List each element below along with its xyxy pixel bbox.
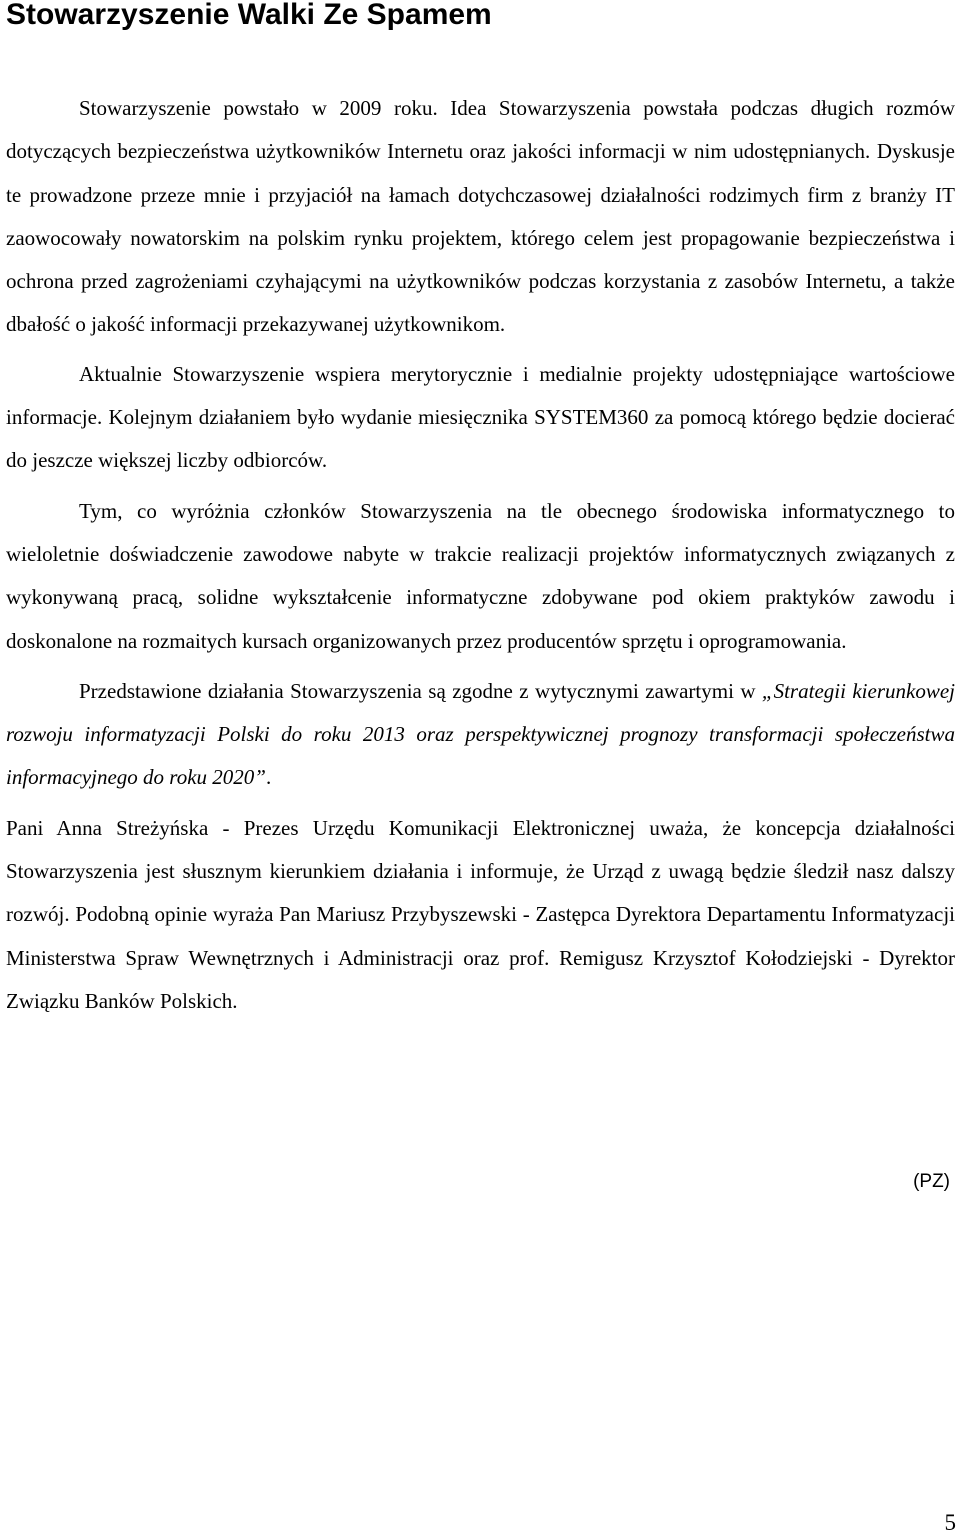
- article-body: [6, 87, 955, 1023]
- strategy-intro-text: Przedstawione działania Stowarzyszenia są zgodne z wytycznymi zawartymi w: [79, 678, 762, 703]
- strategy-end-punctuation: .: [265, 765, 272, 790]
- paragraph-history: Stowarzyszenie powstało w 2009 roku. Idea Stowarzyszenia powstała podczas długich rozmów dotyczących bezpieczeństwa użytkowników Internetu oraz jakości informacji w nim udostępnianych. Dyskusje te prowadzone przeze mnie i przyjaciół na łamach dotychczasowej działalności rodzimych firm z branży IT zaowocowały nowatorskim na polskim rynku projektem, którego celem jest propagowanie bezpieczeństwa i ochrona przed zagrożeniami czyhającymi na użytkowników podczas korzystania z zasobów Internetu, a także dbałość o jakość informacji przekazywanej użytkownikom.: [6, 96, 955, 337]
- paragraph-activities: Aktualnie Stowarzyszenie wspiera merytorycznie i medialnie projekty udostępniające wartościowe informacje. Kolejnym działaniem było wydanie miesięcznika SYSTEM360 za pomocą którego będzie docierać do jeszcze większej liczby odbiorców.: [6, 361, 955, 473]
- page-number: 5: [944, 1510, 956, 1535]
- strategy-document-title: „Strategii kierunkowej rozwoju informatyzacji Polski do roku 2013 oraz perspektywicznej prognozy transformacji społeczeństwa informacyjnego do roku 2020”: [6, 678, 955, 790]
- paragraph-members: Tym, co wyróżnia członków Stowarzyszenia na tle obecnego środowiska informatycznego to wieloletnie doświadczenie zawodowe nabyte w trakcie realizacji projektów informatycznych związanych z wykonywaną pracą, solidne wykształcenie informatyczne zdobywane pod okiem praktyków zawodu i doskonalone na rozmaitych kursach organizowanych przez producentów sprzętu i oprogramowania.: [6, 498, 955, 653]
- page-title: Stowarzyszenie Walki Ze Spamem: [6, 0, 492, 31]
- author-signature: (PZ): [913, 1171, 950, 1192]
- paragraph-strategy: [6, 670, 955, 800]
- paragraph-endorsements: Pani Anna Streżyńska - Prezes Urzędu Komunikacji Elektronicznej uważa, że koncepcja działalności Stowarzyszenia jest słusznym kierunkiem działania i informuje, że Urząd z uwagą będzie śledził nasz dalszy rozwój. Podobną opinie wyraża Pan Mariusz Przybyszewski - Zastępca Dyrektora Departamentu Informatyzacji Ministerstwa Spraw Wewnętrznych i Administracji oraz prof. Remigusz Krzysztof Kołodziejski - Dyrektor Związku Banków Polskich.: [6, 815, 955, 1013]
